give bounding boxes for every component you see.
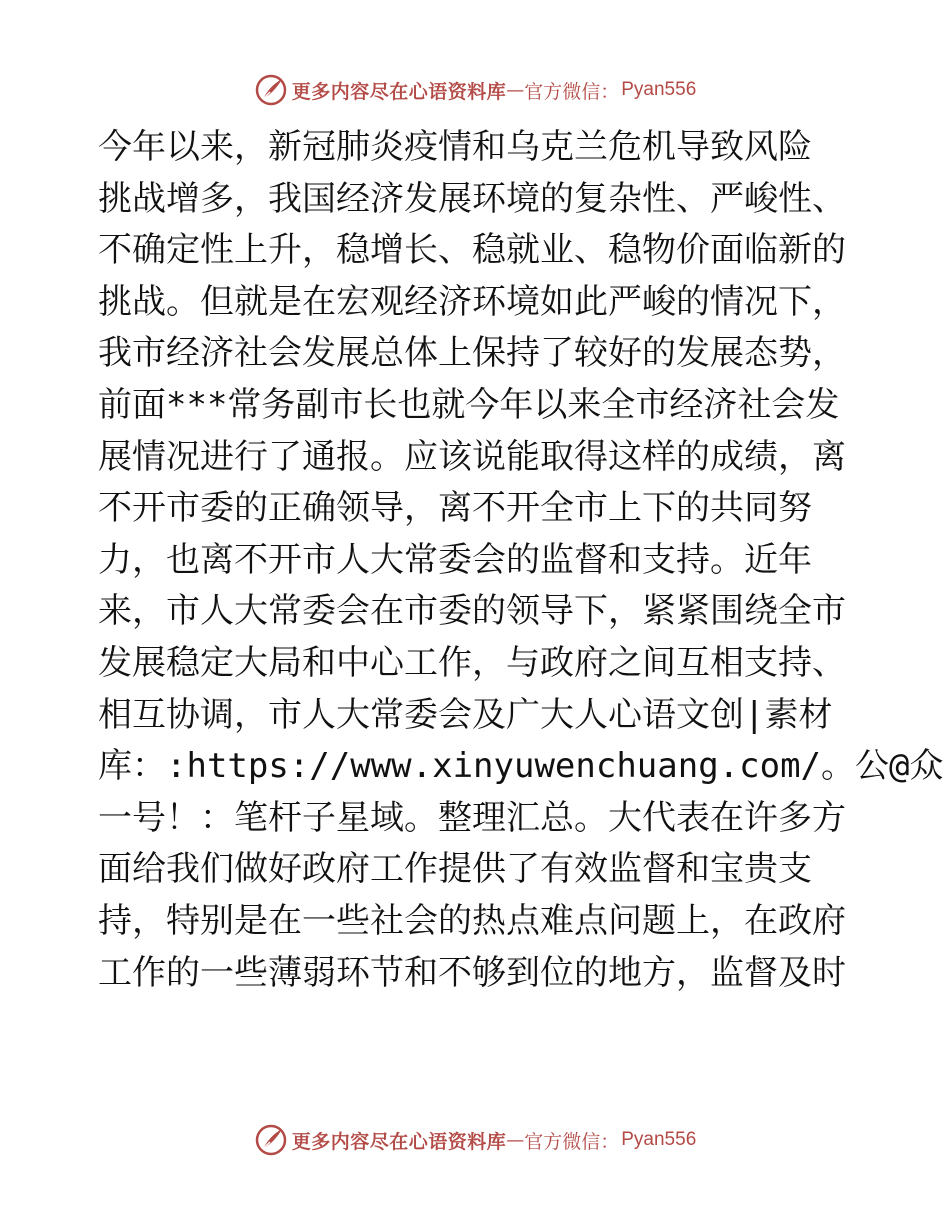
document-body [98, 122, 944, 999]
body-line: 库：:https://www.xinyuwenchuang.com/。公@众 [98, 746, 944, 787]
body-line: 相互协调，市人大常委会及广大人心语文创|素材 [98, 694, 833, 735]
watermark-separator: — [506, 79, 525, 101]
watermark-account: Pyan556 [621, 1129, 697, 1150]
body-line: 来，市人大常委会在市委的领导下，紧紧围绕全市 [98, 591, 846, 632]
body-line: 不开市委的正确领导，离不开全市上下的共同努 [98, 488, 812, 529]
body-line: 发展稳定大局和中心工作，与政府之间互相支持、 [98, 642, 846, 683]
body-line: 工作的一些薄弱环节和不够到位的地方，监督及时 [98, 952, 846, 993]
watermark-separator: — [506, 1129, 525, 1151]
body-line: 力，也离不开市人大常委会的监督和支持。近年 [98, 539, 812, 580]
body-line: 挑战。但就是在宏观经济环境如此严峻的情况下， [98, 281, 846, 322]
watermark-wechat-label: 官方微信： [524, 80, 620, 103]
body-line: 展情况进行了通报。应该说能取得这样的成绩，离 [98, 436, 846, 477]
body-line: 前面***常务副市长也就今年以来全市经济社会发 [98, 384, 840, 425]
body-line: 一号！：笔杆子星域。整理汇总。大代表在许多方 [98, 797, 846, 838]
body-line: 面给我们做好政府工作提供了有效监督和宝贵支 [98, 849, 812, 890]
feather-pen-logo-icon [254, 1123, 288, 1157]
body-line: 今年以来，新冠肺炎疫情和乌克兰危机导致风险 [98, 127, 812, 167]
body-line: 不确定性上升，稳增长、稳就业、稳物价面临新的 [98, 230, 846, 271]
body-line: 持，特别是在一些社会的热点难点问题上，在政府 [98, 900, 846, 941]
header-watermark [0, 72, 950, 108]
body-line: 挑战增多，我国经济发展环境的复杂性、严峻性、 [98, 178, 846, 219]
watermark-slogan: 更多内容尽在心语资料库 [291, 1130, 507, 1153]
watermark-wechat-label: 官方微信： [524, 1130, 620, 1153]
footer-watermark [0, 1122, 950, 1158]
body-line: 我市经济社会发展总体上保持了较好的发展态势， [98, 333, 846, 374]
feather-pen-logo-icon [254, 73, 288, 107]
watermark-slogan: 更多内容尽在心语资料库 [291, 80, 507, 103]
watermark-account: Pyan556 [621, 79, 697, 100]
